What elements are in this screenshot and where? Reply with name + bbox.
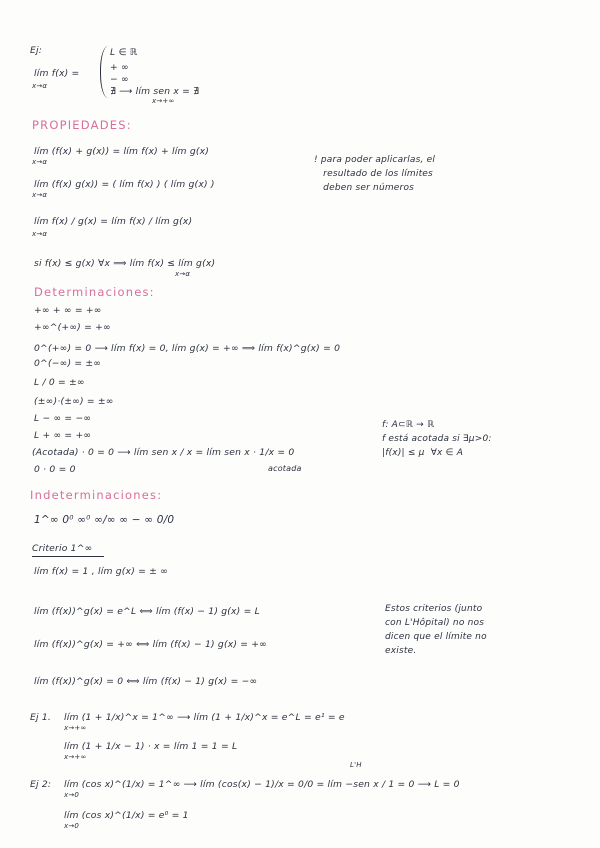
det-line-7: L − ∞ = −∞ <box>34 413 92 424</box>
criterio-line-4: lím (f(x))^g(x) = 0 ⟺ lím (f(x) − 1) g(x) = −∞ <box>34 676 258 687</box>
intro-lim-sub: x→α <box>32 82 48 90</box>
determinaciones-title: Determinaciones: <box>34 285 155 299</box>
acotada-side-note: f: A⊂ℝ → ℝ f está acotada si ∃μ>0: |f(x)| ≤ μ ∀x ∈ A <box>382 420 492 458</box>
ej2-sub-2: x→0 <box>64 822 80 830</box>
det-line-10: 0 · 0 = 0 <box>34 464 76 475</box>
prop-sub-2: x→α <box>32 191 48 199</box>
ej2-line-1: lím (cos x)^(1/x) = 1^∞ ⟶ lím (cos(x) − 1)/x = 0/0 = lím −sen x / 1 = 0 ⟶ L = 0 <box>64 779 460 790</box>
det-line-4: 0^(−∞) = ±∞ <box>34 358 102 369</box>
propiedades-note: ! para poder aplicarlas, el resultado de los límites deben ser números <box>314 155 436 193</box>
det-line-3: 0^(+∞) = 0 ⟶ lím f(x) = 0, lím g(x) = +∞ ⟹ lím f(x)^g(x) = 0 <box>34 343 341 354</box>
prop-line-4: si f(x) ≤ g(x) ∀x ⟹ lím f(x) ≤ lím g(x) <box>34 258 216 269</box>
criterio-line-1: lím f(x) = 1 , lím g(x) = ± ∞ <box>34 566 168 577</box>
ej1-line-2: lím (1 + 1/x − 1) · x = lím 1 = 1 = L <box>64 741 238 752</box>
intro-case-1: L ∈ ℝ <box>110 47 138 58</box>
intro-ej-label: Ej: <box>30 45 43 56</box>
det-line-8: L + ∞ = +∞ <box>34 430 92 441</box>
intro-case-2: + ∞ <box>110 62 129 73</box>
criterio-line-2: lím (f(x))^g(x) = e^L ⟺ lím (f(x) − 1) g(x) = L <box>34 606 260 617</box>
indeterminate-forms: 1^∞ 0⁰ ∞⁰ ∞/∞ ∞ − ∞ 0/0 <box>34 514 175 526</box>
criterio-underline <box>32 556 104 557</box>
ej1-label: Ej 1. <box>30 712 52 723</box>
prop-sub-3: x→α <box>32 230 48 238</box>
det-line-5: L / 0 = ±∞ <box>34 377 85 388</box>
ej2-line-2: lím (cos x)^(1/x) = e⁰ = 1 <box>64 810 189 821</box>
prop-line-2: lím (f(x) g(x)) = ( lím f(x) ) ( lím g(x) ) <box>34 179 215 190</box>
acotada-label: acotada <box>268 464 302 473</box>
intro-case-4-sub: x→+∞ <box>152 97 175 105</box>
det-line-6: (±∞)·(±∞) = ±∞ <box>34 396 114 407</box>
ej1-line-1: lím (1 + 1/x)^x = 1^∞ ⟶ lím (1 + 1/x)^x = e^L = e¹ = e <box>64 712 345 723</box>
cases-brace <box>100 46 109 98</box>
ej2-sub-1: x→0 <box>64 791 80 799</box>
prop-sub-4: x→α <box>175 270 191 278</box>
prop-line-1: lím (f(x) + g(x)) = lím f(x) + lím g(x) <box>34 146 210 157</box>
propiedades-title: PROPIEDADES: <box>32 118 132 132</box>
criterio-note: Estos criterios (junto con L'Hôpital) no nos dicen que el límite no existe. <box>385 604 487 656</box>
criterio-line-3: lím (f(x))^g(x) = +∞ ⟺ lím (f(x) − 1) g(x) = +∞ <box>34 639 268 650</box>
criterio-title: Criterio 1^∞ <box>32 543 93 554</box>
det-line-1: +∞ + ∞ = +∞ <box>34 305 102 316</box>
intro-lim-expr: lím f(x) = <box>34 68 80 79</box>
ej2-label: Ej 2: <box>30 779 52 790</box>
det-line-9: (Acotada) · 0 = 0 ⟶ lím sen x / x = lím sen x · 1/x = 0 <box>32 447 295 458</box>
prop-line-3: lím f(x) / g(x) = lím f(x) / lím g(x) <box>34 216 193 227</box>
det-line-2: +∞^(+∞) = +∞ <box>34 322 111 333</box>
ej1-sub-1: x→+∞ <box>64 724 87 732</box>
indeterminaciones-title: Indeterminaciones: <box>30 488 163 502</box>
ej1-sub-2: x→+∞ <box>64 753 87 761</box>
lhopital-label: L'H <box>350 761 362 769</box>
intro-case-4: ∄ ⟶ lím sen x = ∄ <box>110 86 200 97</box>
prop-sub-1: x→α <box>32 158 48 166</box>
intro-case-3: − ∞ <box>110 74 129 85</box>
